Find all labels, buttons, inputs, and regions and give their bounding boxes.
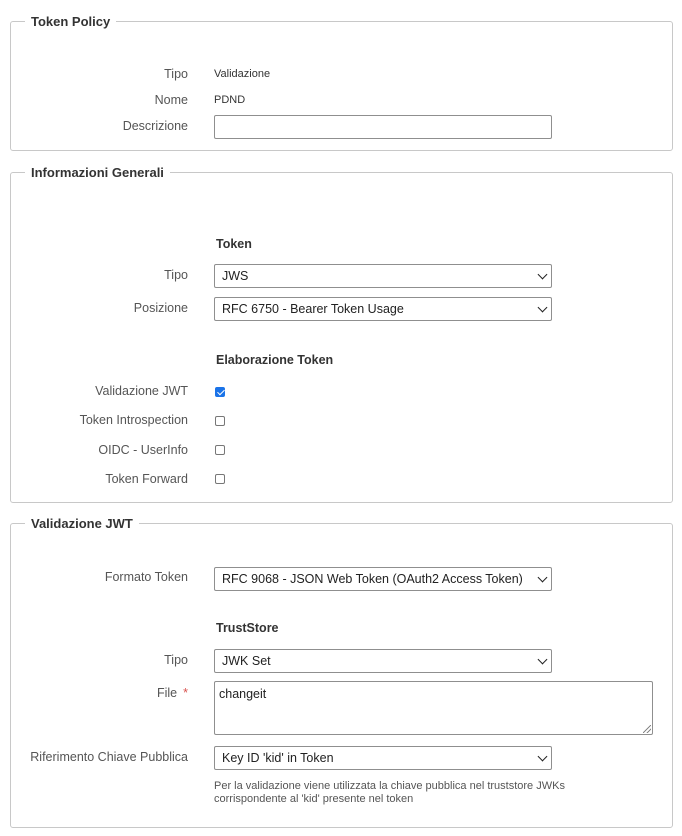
file-label: [157, 686, 188, 700]
chevron-down-icon: [538, 303, 548, 313]
token-policy-nome-value: PDND: [214, 94, 246, 106]
token-forward-checkbox[interactable]: [215, 474, 225, 484]
chevron-down-icon: [538, 573, 548, 583]
oidc-userinfo-checkbox[interactable]: [215, 445, 225, 455]
truststore-heading: TrustStore: [216, 621, 279, 635]
oidc-userinfo-check-label: OIDC - UserInfo: [98, 443, 188, 457]
formato-token-select[interactable]: [214, 567, 552, 591]
informazioni-generali-section: [10, 165, 673, 503]
validazione-jwt-checkbox[interactable]: [215, 387, 225, 397]
riferimento-chiave-label: Riferimento Chiave Pubblica: [30, 750, 188, 764]
token-policy-tipo-value: Validazione: [214, 68, 271, 80]
token-introspection-checkbox[interactable]: [215, 416, 225, 426]
file-label-text: File: [156, 686, 178, 700]
formato-token-selected: RFC 9068 - JSON Web Token (OAuth2 Access Token): [222, 572, 523, 586]
token-policy-section: [10, 14, 673, 151]
token-posizione-select[interactable]: [214, 297, 552, 321]
token-policy-descrizione-label: Descrizione: [122, 119, 188, 133]
token-heading: Token: [216, 237, 252, 251]
chevron-down-icon: [538, 270, 548, 280]
required-marker: *: [183, 686, 188, 700]
file-textarea[interactable]: [214, 681, 653, 735]
chevron-down-icon: [538, 752, 548, 762]
token-posizione-label: Posizione: [133, 301, 188, 315]
chevron-down-icon: [538, 655, 548, 665]
descrizione-input[interactable]: [214, 115, 552, 139]
token-tipo-label: Tipo: [164, 268, 188, 282]
riferimento-chiave-selected: Key ID 'kid' in Token: [222, 751, 334, 765]
token-posizione-selected: RFC 6750 - Bearer Token Usage: [222, 302, 404, 316]
token-policy-nome-label: Nome: [154, 93, 188, 107]
token-forward-check-label: Token Forward: [105, 472, 188, 486]
truststore-tipo-label: Tipo: [164, 653, 188, 667]
formato-token-label: Formato Token: [104, 570, 188, 584]
validazione-jwt-legend: Validazione JWT: [31, 516, 133, 531]
validazione-jwt-check-label: Validazione JWT: [95, 384, 188, 398]
token-tipo-selected: JWS: [222, 269, 249, 283]
informazioni-generali-legend: Informazioni Generali: [31, 165, 164, 180]
token-tipo-select[interactable]: [214, 264, 552, 288]
token-policy-legend: Token Policy: [31, 14, 111, 29]
validazione-jwt-section: [10, 516, 673, 828]
truststore-tipo-select[interactable]: [214, 649, 552, 673]
resize-handle-icon[interactable]: [643, 725, 651, 733]
riferimento-chiave-select[interactable]: [214, 746, 552, 770]
token-policy-tipo-label: Tipo: [164, 67, 188, 81]
truststore-tipo-selected: JWK Set: [222, 654, 271, 668]
riferimento-chiave-hint: Per la validazione viene utilizzata la chiave pubblica nel truststore JWKs corrispondente al 'kid' presente nel token: [214, 780, 565, 805]
token-introspection-check-label: Token Introspection: [79, 413, 188, 427]
file-textarea-value: changeit: [219, 687, 267, 701]
elaborazione-token-heading: Elaborazione Token: [216, 353, 334, 367]
